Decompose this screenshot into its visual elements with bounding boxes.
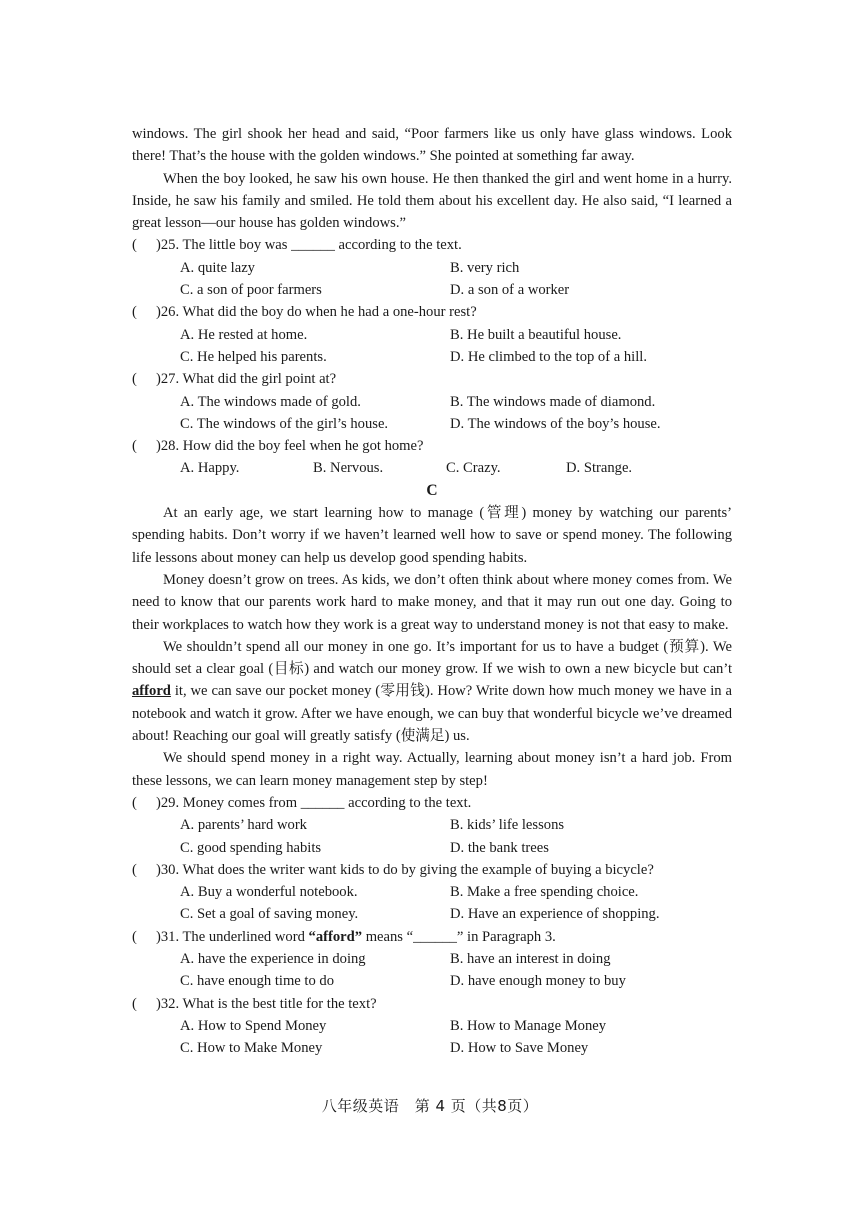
option-b: B. He built a beautiful house.: [450, 326, 622, 343]
option-a: A. Happy.: [180, 460, 240, 477]
paragraph-text: it, we can save our pocket money (零用钱). How? Write down how much money we have in a notebook and watch it grow. After we have enough, we can buy that wonderful bicycle we’ve dreamed about! Reaching our goal will greatly satisfy (使满足) us.: [132, 683, 732, 745]
options-26: [132, 324, 732, 369]
question-28: [132, 435, 732, 457]
option-d: D. the bank trees: [450, 839, 549, 856]
option-c: C. have enough time to do: [180, 973, 335, 990]
options-29: [132, 814, 732, 859]
option-d: D. The windows of the boy’s house.: [450, 415, 661, 432]
option-b: B. Nervous.: [313, 460, 384, 477]
option-a: A. quite lazy: [180, 259, 255, 276]
option-b: B. have an interest in doing: [450, 950, 611, 967]
question-stem: )25. The little boy was ______ according to the text.: [156, 237, 462, 254]
option-d: D. a son of a worker: [450, 282, 570, 299]
option-c: C. The windows of the girl’s house.: [180, 415, 389, 432]
option-a: A. He rested at home.: [180, 326, 308, 343]
underlined-word: afford: [132, 683, 171, 700]
quoted-word: “afford”: [308, 928, 363, 945]
option-c: C. Crazy.: [446, 460, 501, 477]
options-32: [132, 1015, 732, 1060]
answer-blank[interactable]: (: [132, 237, 137, 254]
option-a: A. Buy a wonderful notebook.: [180, 884, 358, 901]
passage-c-paragraph: Money doesn’t grow on trees. As kids, we don’t often think about where money comes from. We need to know that our parents work hard to make money, and that it may run out one day. Going to their workplaces to watch how they work is a great way to understand money is not that easy to make.: [132, 571, 732, 633]
question-32: [132, 993, 732, 1015]
option-d: D. He climbed to the top of a hill.: [450, 348, 647, 365]
option-c: C. How to Make Money: [180, 1040, 323, 1057]
answer-blank[interactable]: (: [132, 438, 137, 455]
option-b: B. Make a free spending choice.: [450, 884, 639, 901]
option-d: D. have enough money to buy: [450, 973, 626, 990]
option-a: A. have the experience in doing: [180, 950, 366, 967]
options-31: [132, 948, 732, 993]
passage-b-paragraph: windows. The girl shook her head and said, “Poor farmers like us only have glass windows. Look there! That’s the house with the golden windows.” She pointed at something far away.: [132, 126, 732, 165]
option-d: D. Strange.: [566, 460, 633, 477]
question-30: [132, 859, 732, 881]
question-stem: )27. What did the girl point at?: [156, 371, 337, 388]
answer-blank[interactable]: (: [132, 371, 137, 388]
answer-blank[interactable]: (: [132, 794, 137, 811]
option-b: B. very rich: [450, 259, 520, 276]
answer-blank[interactable]: (: [132, 928, 137, 945]
question-26: [132, 301, 732, 323]
options-30: [132, 881, 732, 926]
answer-blank[interactable]: (: [132, 861, 137, 878]
passage-c-paragraph: At an early age, we start learning how to manage (管理) money by watching our parents’ spending habits. Don’t worry if we haven’t learned well how to save or spend money. The following life lessons about money can help us develop good spending habits.: [132, 505, 732, 566]
option-d: D. Have an experience of shopping.: [450, 906, 660, 923]
stem-text: means “______” in Paragraph 3.: [362, 928, 556, 945]
question-31: [132, 926, 732, 948]
stem-text: )31. The underlined word: [156, 928, 309, 945]
passage-b-paragraph: When the boy looked, he saw his own house. He then thanked the girl and went home in a hurry. Inside, he saw his family and smiled. He told them about his excellent day. He also said, “I learned a great lesson—our house has golden windows.”: [132, 170, 732, 232]
option-c: C. Set a goal of saving money.: [180, 906, 359, 923]
question-stem: [156, 926, 732, 948]
question-29: [132, 792, 732, 814]
question-27: [132, 368, 732, 390]
option-b: B. How to Manage Money: [450, 1017, 607, 1034]
question-stem: )26. What did the boy do when he had a one-hour rest?: [156, 304, 477, 321]
question-stem: )30. What does the writer want kids to do by giving the example of buying a bicycle?: [156, 861, 654, 878]
paragraph-text: We shouldn’t spend all our money in one go. It’s important for us to have a budget (预算). We should set a clear goal (目标) and watch our money grow. If we wish to own a new bicycle but can’t: [132, 638, 732, 678]
question-25: [132, 234, 732, 256]
options-28: [132, 457, 732, 479]
option-a: A. parents’ hard work: [180, 817, 307, 834]
option-b: B. kids’ life lessons: [450, 817, 565, 834]
option-a: A. How to Spend Money: [180, 1017, 327, 1034]
question-stem: )28. How did the boy feel when he got home?: [156, 438, 424, 455]
option-c: C. good spending habits: [180, 839, 322, 856]
page-footer: 八年级英语 第 4 页（共8页）: [321, 1097, 539, 1115]
exam-page: [132, 123, 732, 1059]
option-c: C. a son of poor farmers: [180, 282, 322, 299]
answer-blank[interactable]: (: [132, 995, 137, 1012]
option-b: B. The windows made of diamond.: [450, 393, 656, 410]
option-a: A. The windows made of gold.: [180, 393, 361, 410]
passage-c-paragraph: [132, 636, 732, 747]
option-c: C. He helped his parents.: [180, 348, 327, 365]
passage-c-paragraph: We should spend money in a right way. Actually, learning about money isn’t a hard job. From these lessons, we can learn money management step by step!: [132, 750, 732, 789]
answer-blank[interactable]: (: [132, 304, 137, 321]
option-d: D. How to Save Money: [450, 1040, 589, 1057]
question-stem: )32. What is the best title for the text?: [156, 995, 377, 1012]
question-stem: )29. Money comes from ______ according to the text.: [156, 794, 472, 811]
options-25: [132, 257, 732, 302]
options-27: [132, 391, 732, 436]
section-heading: C: [426, 481, 438, 499]
